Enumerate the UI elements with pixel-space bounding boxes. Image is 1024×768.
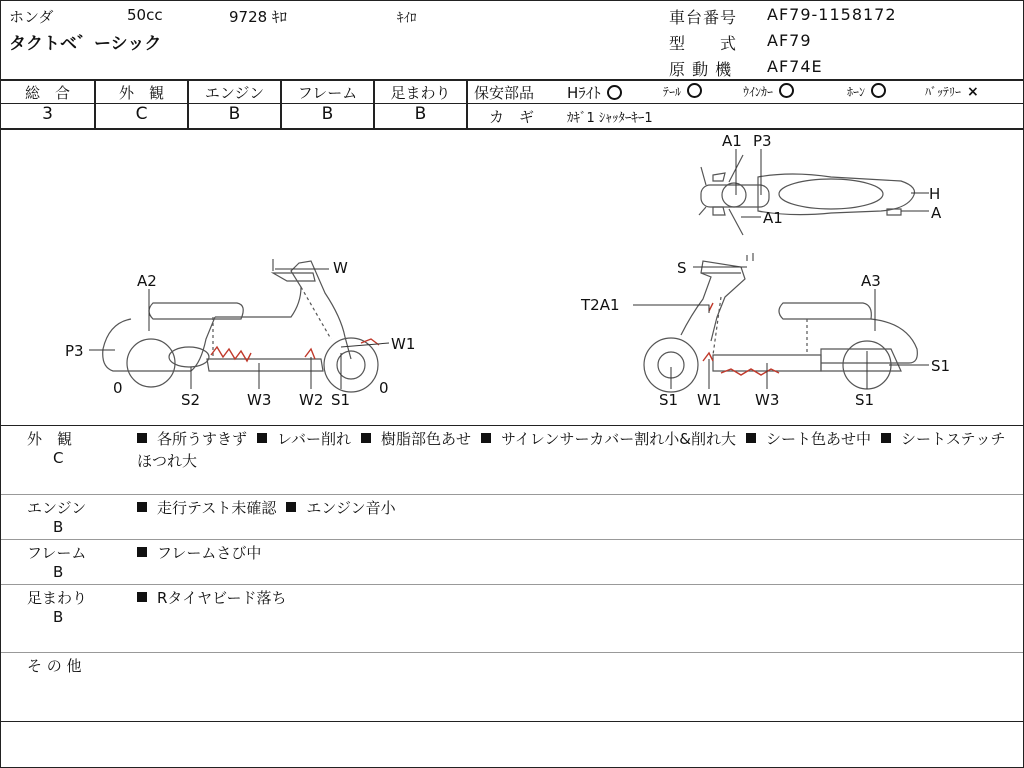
note-grade: B xyxy=(53,608,64,626)
rating-label: フレーム xyxy=(297,84,358,102)
damage-label: S xyxy=(677,259,687,277)
ng-cross-icon: × xyxy=(967,84,979,100)
damage-label: W1 xyxy=(697,391,722,409)
note-items xyxy=(137,587,1007,609)
rating-frame xyxy=(282,81,375,128)
safety-item-label: ﾎｰﾝ xyxy=(847,85,866,99)
mileage: 9728 ｷﾛ xyxy=(229,8,287,26)
leader-lines xyxy=(89,149,929,389)
ok-circle-icon xyxy=(687,83,702,98)
bullet-square-icon xyxy=(286,502,296,512)
damage-label: W3 xyxy=(247,391,272,409)
note-items xyxy=(137,428,1007,472)
safety-item-battery xyxy=(925,82,979,100)
damage-label: W2 xyxy=(299,391,324,409)
key-label: カ ギ xyxy=(489,108,535,126)
bullet-square-icon xyxy=(361,433,371,443)
model-type-label: 型 式 xyxy=(669,34,738,53)
note-item: 各所うすきず xyxy=(157,430,248,448)
rating-suspension xyxy=(375,81,468,128)
safety-divider xyxy=(468,103,1023,104)
rating-value: B xyxy=(228,104,241,124)
ratings-divider xyxy=(1,103,468,104)
key-value: ｶｷﾞ1 ｼｬｯﾀｰｷｰ1 xyxy=(567,111,653,126)
note-grade: B xyxy=(53,563,64,581)
damage-marks xyxy=(211,303,779,375)
note-item: シートステッチほつれ大 xyxy=(137,430,1006,470)
bullet-square-icon xyxy=(257,433,267,443)
scooter-diagram-svg xyxy=(1,127,1023,425)
note-item: レバー削れ xyxy=(277,430,351,448)
note-item: シート色あせ中 xyxy=(765,430,871,448)
note-row-frame xyxy=(1,540,1023,585)
rating-value: 3 xyxy=(42,104,53,124)
rating-label: エンジン xyxy=(204,84,265,102)
damage-label: A1 xyxy=(763,209,783,227)
safety-parts-title: 保安部品 xyxy=(474,84,535,102)
note-grade: C xyxy=(53,449,64,467)
bullet-square-icon xyxy=(481,433,491,443)
damage-label: S1 xyxy=(931,357,951,375)
safety-item-label: ﾊﾞｯﾃﾘｰ xyxy=(925,85,962,99)
bullet-square-icon xyxy=(137,502,147,512)
maker: ホンダ xyxy=(9,8,54,26)
safety-item-winker xyxy=(743,82,794,100)
note-item: フレームさび中 xyxy=(157,544,262,562)
ok-circle-icon xyxy=(871,83,886,98)
damage-label: 0 xyxy=(379,379,389,397)
rating-value: C xyxy=(135,104,148,124)
note-item: サイレンサーカバー割れ小&削れ大 xyxy=(500,430,736,448)
note-item: Rタイヤビード落ち xyxy=(157,589,287,607)
damage-label: H xyxy=(929,185,941,203)
safety-item-label: ｳｲﾝｶｰ xyxy=(743,85,774,99)
damage-label: 0 xyxy=(113,379,123,397)
mileage-unit: ｷｲﾛ xyxy=(397,11,417,26)
bullet-square-icon xyxy=(137,592,147,602)
note-category: フレーム xyxy=(27,544,87,562)
damage-label: P3 xyxy=(753,132,772,150)
frame-number-value: AF79-1158172 xyxy=(767,5,897,24)
note-grade: B xyxy=(53,518,64,536)
damage-label: S1 xyxy=(331,391,351,409)
model-name: タクトベ゛ーシック xyxy=(9,34,162,54)
note-category: 外 観 xyxy=(27,430,73,448)
ok-circle-icon xyxy=(779,83,794,98)
note-row-exterior xyxy=(1,426,1023,495)
ok-circle-icon xyxy=(607,85,622,100)
note-item: 走行テスト未確認 xyxy=(157,499,277,517)
safety-item-label: ﾃｰﾙ xyxy=(663,85,682,99)
damage-label: A1 xyxy=(722,132,742,150)
bullet-square-icon xyxy=(746,433,756,443)
displacement: 50cc xyxy=(127,6,163,24)
damage-label: A xyxy=(931,204,942,222)
damage-label: S1 xyxy=(659,391,679,409)
rating-value: B xyxy=(321,104,334,124)
damage-label: W3 xyxy=(755,391,780,409)
note-item: エンジン音小 xyxy=(306,499,396,517)
damage-label: T2A1 xyxy=(581,296,620,314)
rating-label: 外 観 xyxy=(118,84,164,102)
rating-value: B xyxy=(414,104,427,124)
model-type-value: AF79 xyxy=(767,31,812,50)
damage-label: A3 xyxy=(861,272,881,290)
damage-label: S1 xyxy=(855,391,875,409)
engine-model-value: AF74E xyxy=(767,57,823,76)
note-row-other xyxy=(1,653,1023,722)
rating-label: 足まわり xyxy=(390,84,451,102)
frame-number-label: 車台番号 xyxy=(669,8,738,27)
damage-label: S2 xyxy=(181,391,201,409)
safety-item-tail xyxy=(663,82,702,100)
safety-item-horn xyxy=(847,82,886,100)
note-items xyxy=(137,497,1007,519)
ratings-table xyxy=(1,79,1023,130)
note-row-engine xyxy=(1,495,1023,540)
rating-engine xyxy=(189,81,282,128)
bullet-square-icon xyxy=(137,433,147,443)
note-item: 樹脂部色あせ xyxy=(380,430,471,448)
rating-overall xyxy=(1,81,96,128)
engine-model-label: 原 動 機 xyxy=(669,60,733,79)
note-row-suspension xyxy=(1,585,1023,653)
damage-label: W1 xyxy=(391,335,416,353)
rating-exterior xyxy=(96,81,189,128)
note-category: 足まわり xyxy=(27,589,88,607)
bullet-square-icon xyxy=(137,547,147,557)
damage-label: A2 xyxy=(137,272,157,290)
note-items xyxy=(137,542,1007,564)
scooter-top-view xyxy=(699,155,915,235)
damage-diagram xyxy=(1,127,1023,426)
safety-item-headlight xyxy=(567,82,622,103)
damage-label: P3 xyxy=(65,342,84,360)
note-category: そ の 他 xyxy=(27,657,82,675)
rating-label: 総 合 xyxy=(24,84,70,102)
note-category: エンジン xyxy=(27,499,87,517)
safety-item-label: Hﾗｲﾄ xyxy=(567,84,601,102)
damage-label: W xyxy=(333,259,348,277)
bullet-square-icon xyxy=(881,433,891,443)
